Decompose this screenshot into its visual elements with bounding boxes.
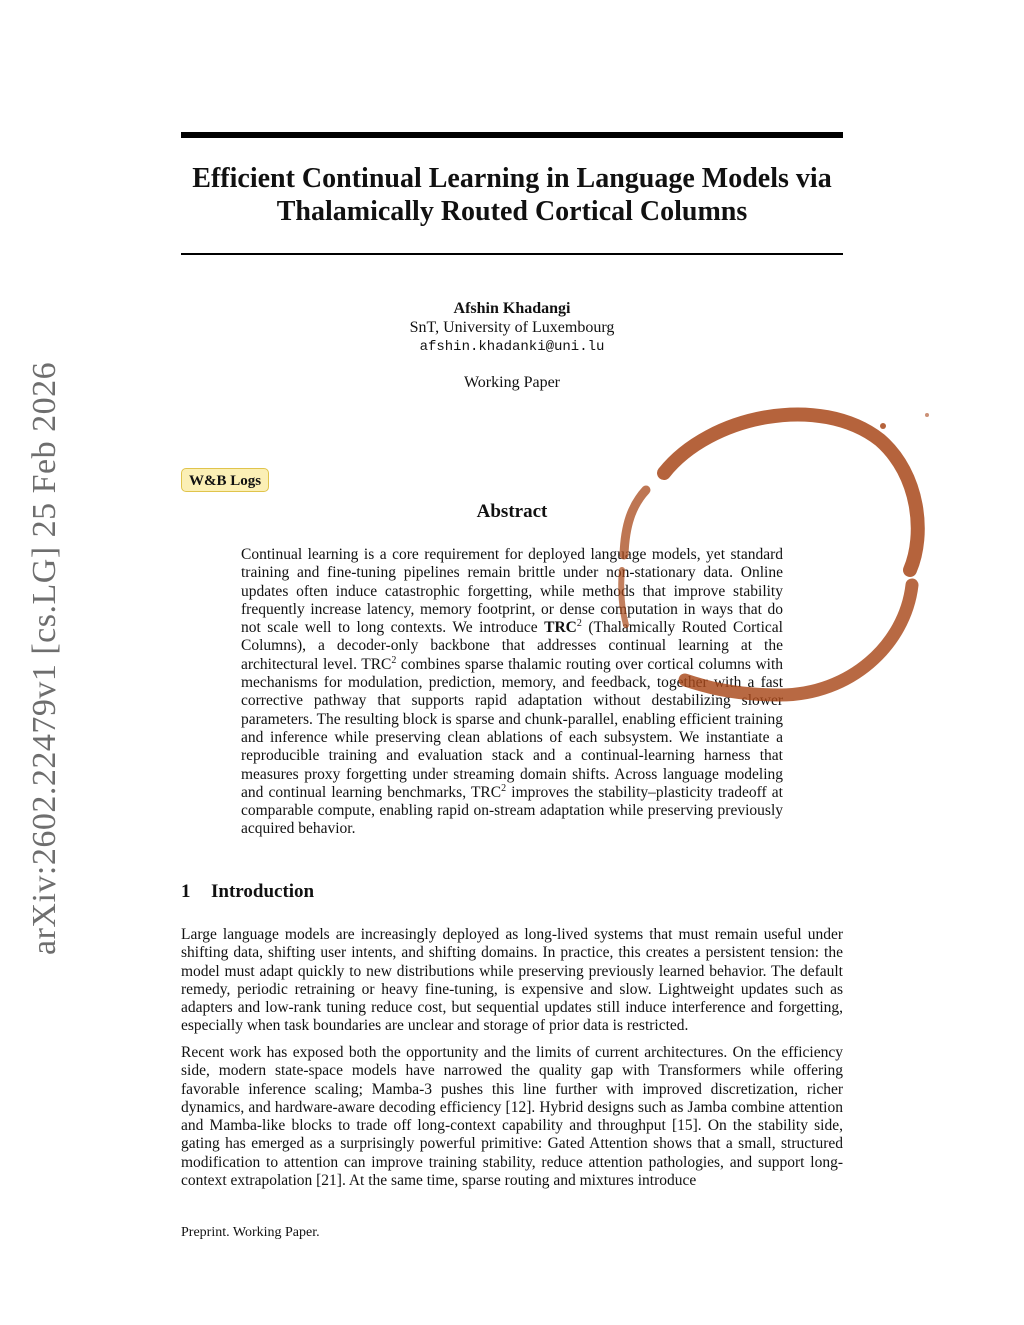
paper-title-line1: Efficient Continual Learning in Language Models via	[192, 163, 832, 194]
wandb-logs-badge[interactable]: W&B Logs	[181, 468, 269, 492]
intro-paragraph-2	[181, 1044, 843, 1190]
trc-superscript: 2	[391, 654, 397, 666]
author-affiliation: SnT, University of Luxembourg	[409, 319, 615, 336]
abstract-paragraph	[241, 546, 783, 839]
abstract-body	[241, 546, 783, 839]
paper-title	[181, 162, 843, 228]
abstract-text-d: improves the stability–plasticity tradeoff at comparable compute, enabling rapid on-stream adaptation while preserving previously acquired behavior.	[241, 783, 783, 838]
abstract-heading: Abstract	[476, 501, 548, 522]
author-name: Afshin Khadangi	[453, 300, 571, 317]
section-heading-introduction	[181, 881, 314, 903]
trc-superscript: 2	[576, 618, 582, 630]
trc-name: TRC	[544, 619, 577, 637]
arxiv-identifier	[24, 361, 64, 960]
author-email[interactable]: afshin.khadanki@uni.lu	[419, 339, 605, 355]
abstract-text-c: combines sparse thalamic routing over cortical columns with mechanisms for modulation, prediction, memory, and feedback, together with a fast corrective pathway that supports rapid adaptation without destabilizing slower parameters. The resulting block is sparse and chunk-parallel, enabling efficient training and inference while preserving clean ablations of each subsystem. We instantiate a reproducible training and evaluation stack and a continual-learning harness that measures proxy forgetting under streaming domain shifts. Across language modeling and continual learning benchmarks, TRC	[241, 655, 783, 801]
section-number: 1	[181, 881, 191, 902]
abstract-text-a: Continual learning is a core requirement for deployed language models, yet standard training and fine-tuning pipelines remain brittle under non-stationary data. Online updates often induce catastrophic forgetting, while methods that improve stability frequently increase latency, memory footprint, or dense computation in ways that do not scale well to long contexts. We introduce	[241, 546, 783, 637]
title-top-rule	[181, 132, 843, 138]
section-title: Introduction	[211, 881, 315, 902]
page-footer: Preprint. Working Paper.	[181, 1225, 320, 1240]
arxiv-identifier-text: arXiv:2602.22479v1 [cs.LG] 25 Feb 2026	[26, 361, 63, 955]
paper-status: Working Paper	[463, 374, 561, 391]
intro-paragraph-1-text: Large language models are increasingly deployed as long-lived systems that must remain useful under shifting data, shifting user intents, and shifting domains. In practice, this creates a persistent tension: the model must adapt quickly to new distributions while preserving previously learned behavior. The default remedy, periodic retraining or heavy fine-tuning, is expensive and slow. Lightweight updates such as adapters and low-rank tuning reduce cost, but sequential updates still induce interference and forgetting, especially when task boundaries are unclear and storage of prior data is restricted.	[181, 926, 843, 1035]
paper-title-line2: Thalamically Routed Cortical Columns	[276, 196, 748, 227]
title-bottom-rule	[181, 253, 843, 255]
abstract-text-b: (Thalamically Routed Cortical Columns), a decoder-only backbone that addresses continual learning at the architectural level. TRC	[241, 619, 783, 673]
intro-paragraph-2-text: Recent work has exposed both the opportunity and the limits of current architectures. On the efficiency side, modern state-space models have narrowed the quality gap with Transformers while offering favorable inference scaling; Mamba-3 pushes this line further with improved discretization, richer dynamics, and hardware-aware decoding efficiency [12]. Hybrid designs such as Jamba combine attention and Mamba-like blocks to trade off long-context capability and throughput [15]. On the stability side, gating has emerged as a surprisingly powerful primitive: Gated Attention shows that a small, structured modification to attention can improve training stability, reduce attention pathologies, and support long-context extrapolation [21]. At the same time, sparse routing and mixtures introduce	[181, 1044, 843, 1190]
trc-superscript: 2	[501, 782, 507, 794]
intro-paragraph-1	[181, 926, 843, 1036]
